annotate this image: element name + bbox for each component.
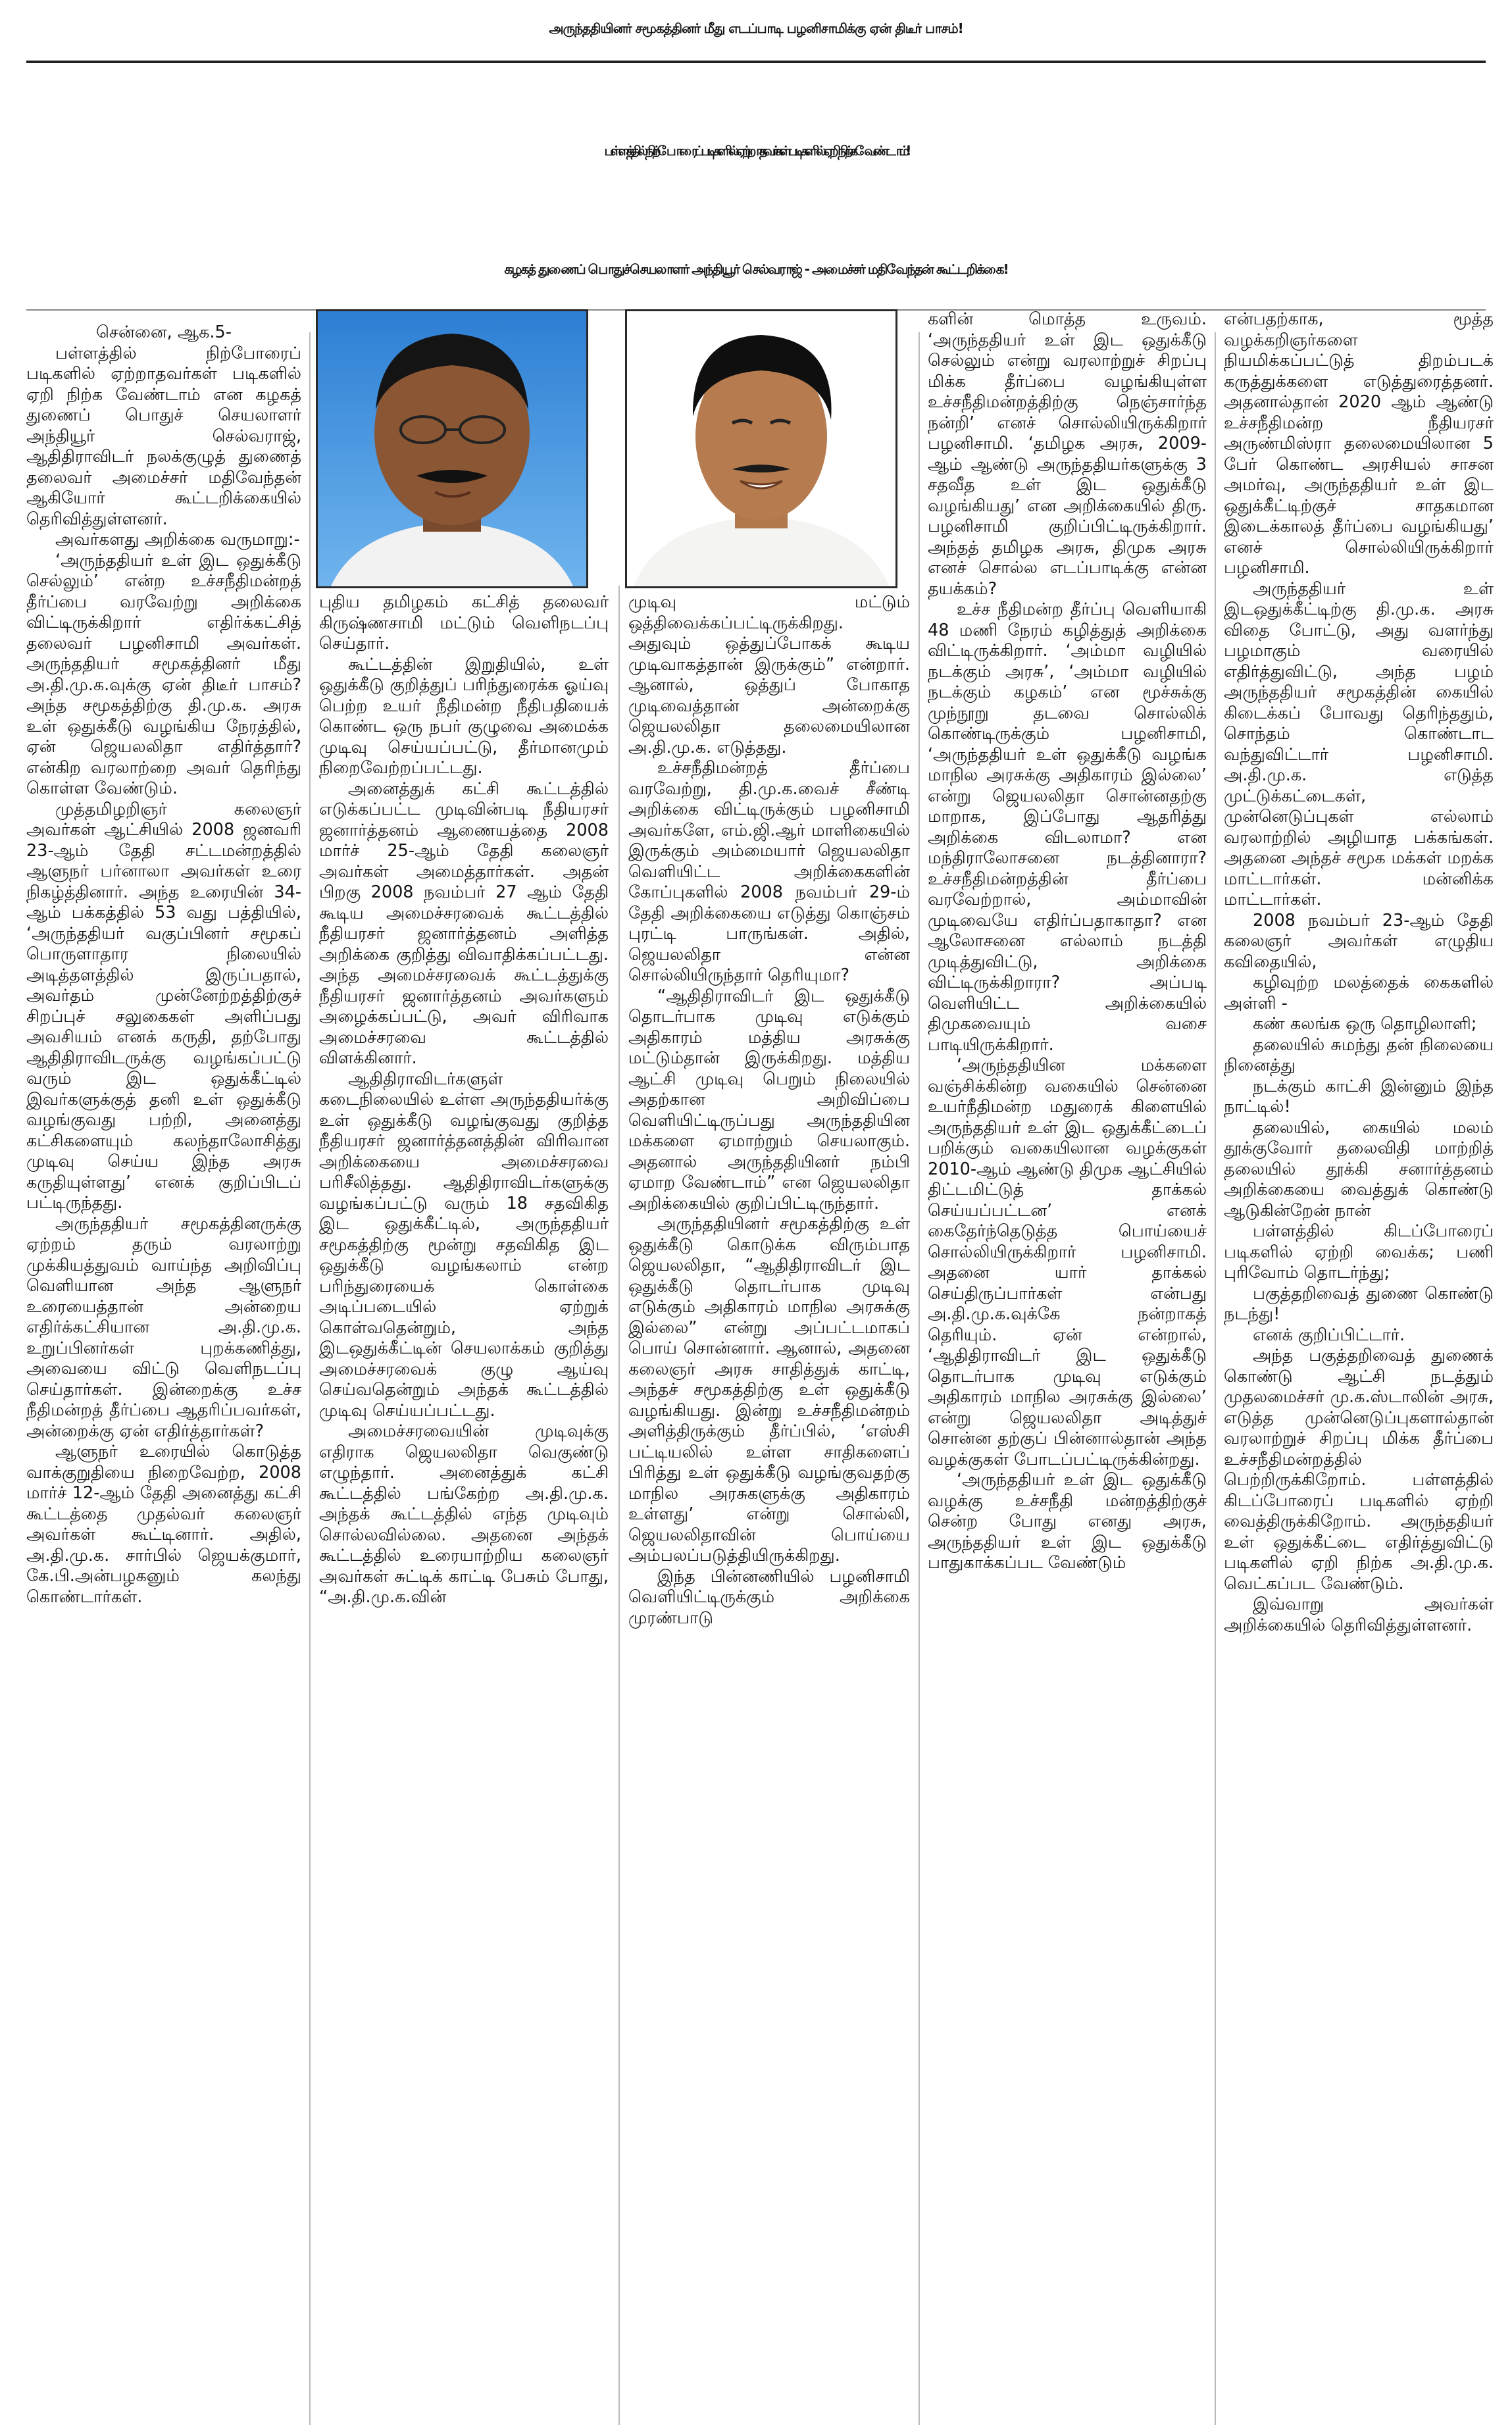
main-headline: பள்ளத்தில் நிற்போரைப் படிகளில் ஏற்றாதவர்கள் படிகளில் ஏறி நிற்க வேண்டாம்! [604,142,908,159]
paragraph: உச்சநீதிமன்றத் தீர்ப்பை வரவேற்று, தி.மு.க.வைச் சீண்டி அறிக்கை விட்டிருக்கும் பழனிசாமி அவர்களே, எம்.ஜி.ஆர் மாளிகையில் இருக்கும் அம்மையார் ஜெயலலிதா வெளியிட்ட அறிக்கைகளின் கோப்புகளில் 2008 நவம்பர் 29-ம் தேதி அறிக்கையை எடுத்து கொஞ்சம் புரட்டி பாருங்கள். அதில், ஜெயலலிதா என்ன சொல்லியிருந்தார் தெரியுமா? [628,758,910,985]
paragraph: பள்ளத்தில் நிற்போரைப் படிகளில் ஏற்றாதவர்கள் படிகளில் ஏறி நிற்க வேண்டாம் என கழகத் துணைப் பொதுச் செயலாளர் அந்தியூர் செல்வராஜ், ஆதிதிராவிடர் நலக்குழுத் துணைத் தலைவர் அமைச்சர் மதிவேந்தன் ஆகியோர் கூட்டறிக்கையில் தெரிவித்துள்ளனர். [26,343,301,529]
poem-line: கழிவுற்ற மலத்தைக் கைகளில் அள்ளி - [1224,973,1494,1013]
paragraph: புதிய தமிழகம் கட்சித் தலைவர் கிருஷ்ணசாமி மட்டும் வெளிநடப்பு செய்தார். [319,592,609,653]
rule-top [26,61,1486,63]
paragraph: அவர்களது அறிக்கை வருமாறு:- [55,530,300,549]
kicker-headline: அருந்ததியினர் சமூகத்தினர் மீது எடப்பாடி பழனிசாமிக்கு ஏன் திடீர் பாசம்! [549,20,963,36]
paragraph: கூட்டத்தின் இறுதியில், உள் ஒதுக்கீடு குறித்துப் பரிந்துரைக்க ஓய்வு பெற்ற உயர் நீதிமன்ற நீதிபதியைக் கொண்ட ஒரு நபர் குழுவை அமைக்க முடிவு செய்யப்பட்டு, தீர்மானமும் நிறைவேற்றப்பட்டது. [319,654,609,778]
poem-line: நடக்கும் காட்சி இன்னும் இந்த நாட்டில்! [1224,1076,1494,1117]
poem-line: தலையில் சுமந்து தன் நிலையை நினைத்து [1224,1034,1494,1075]
paragraph: அமைச்சரவையின் முடிவுக்கு எதிராக ஜெயலலிதா வெகுண்டு எழுந்தார். அனைத்துக் கட்சி கூட்டத்தில் பங்கேற்ற அ.தி.மு.க. அந்தக் கூட்டத்தில் எந்த முடிவும் சொல்லவில்லை. அதனை அந்தக் கூட்டத்தில் உரையாற்றிய கலைஞர் அவர்கள் சுட்டிக் காட்டி பேசும் போது, “அ.தி.மு.க.வின் [319,1421,609,1607]
paragraph: அனைத்துக் கட்சி கூட்டத்தில் எடுக்கப்பட்ட முடிவின்படி நீதியரசர் ஜனார்த்தனம் ஆணையத்தை 2008 மார்ச் 25-ஆம் தேதி கலைஞர் அவர்கள் அமைத்தார்கள். அதன் பிறகு 2008 நவம்பர் 27 ஆம் தேதி கூடிய அமைச்சரவைக் கூட்டத்தில் நீதியரசர் ஜனார்த்தனம் அளித்த அறிக்கை குறித்து விவாதிக்கப்பட்டது. அந்த அமைச்சரவைக் கூட்டத்துக்கு நீதியரசர் ஜனார்த்தனம் அவர்களும் அழைக்கப்பட்டு, அவர் விரிவாக அமைச்சரவை கூட்டத்தில் விளக்கினார். [319,778,609,1068]
photo-mathiventhan [625,309,897,588]
column-divider-2 [618,586,620,2425]
paragraph: இந்த பின்னணியில் பழனிசாமி வெளியிட்டிருக்கும் அறிக்கை முரண்பாடு [628,1566,910,1628]
column-divider-3 [919,332,920,2425]
paragraph: இவ்வாறு அவர்கள் அறிக்கையில் தெரிவித்துள்ளனர். [1224,1594,1494,1635]
paragraph: என்பதற்காக, மூத்த வழக்கறிஞர்களை நியமிக்கப்பட்டுத் திறம்படக் கருத்துக்களை எடுத்துரைத்தனர். அதனால்தான் 2020 ஆம் ஆண்டு உச்சநீதிமன்ற நீதியரசர் அருண்மிஸ்ரா தலைமையிலான 5 பேர் கொண்ட அரசியல் சாசன அமர்வு, அருந்ததியர் உள் இட ஒதுக்கீட்டிற்குச் சாதகமான இடைக்காலத் தீர்ப்பை வழங்கியது’ எனச் சொல்லியிருக்கிறார் பழனிசாமி. [1224,309,1494,578]
paragraph: அந்த பகுத்தறிவைத் துணைக் கொண்டு ஆட்சி நடத்தும் முதலமைச்சர் மு.க.ஸ்டாலின் அரசு, எடுத்த முன்னெடுப்புகளால்தான் வரலாற்றுச் சிறப்பு மிக்க தீர்ப்பை உச்சநீதிமன்றத்தில் பெற்றிருக்கிறோம். பள்ளத்தில் கிடப்போரைப் படிகளில் ஏற்றி வைத்திருக்கிறோம். அருந்ததியர் உள் ஒதுக்கீட்டை எதிர்த்துவிட்டு படிகளில் ஏறி நிற்க அ.தி.மு.க. வெட்கப்பட வேண்டும். [1224,1346,1494,1594]
column-4 [928,309,1207,2428]
dateline: சென்னை, ஆக.5- [96,322,232,342]
paragraph: 2008 நவம்பர் 23-ஆம் தேதி கலைஞர் அவர்கள் எழுதிய கவிதையில், [1224,910,1494,972]
paragraph: “ஆதிதிராவிடர் இட ஒதுக்கீடு தொடர்பாக முடிவு எடுக்கும் அதிகாரம் மத்திய அரசுக்கு மட்டும்தான் இருக்கிறது. மத்திய ஆட்சி முடிவு பெறும் நிலையில் அதற்கான அறிவிப்பை வெளியிட்டிருப்பது அருந்ததியின மக்களை ஏமாற்றும் செயலாகும். அதனால் அருந்ததியினர் நம்பி ஏமாற வேண்டாம்” என ஜெயலலிதா அறிக்கையில் குறிப்பிட்டிருந்தார். [628,986,910,1213]
paragraph: ஆளுநர் உரையில் கொடுத்த வாக்குறுதியை நிறைவேற்ற, 2008 மார்ச் 12-ஆம் தேதி அனைத்து கட்சி கூட்டத்தை முதல்வர் கலைஞர் அவர்கள் கூட்டினார். அதில், அ.தி.மு.க. சார்பில் ஜெயக்குமார், கே.பி.அன்பழகனும் கலந்து கொண்டார்கள். [26,1442,301,1607]
subheadline: கழகத் துணைப் பொதுச்செயலாளர் அந்தியூர் செல்வராஜ் - அமைச்சர் மதிவேந்தன் கூட்டறிக்கை! [504,261,1008,277]
column-2 [319,592,609,2428]
column-divider-4 [1215,332,1216,2425]
poem-line: கண் கலங்க ஒரு தொழிலாளி; [1253,1014,1477,1034]
paragraph: ‘அருந்ததியர் உள் இட ஒதுக்கீடு வழக்கு உச்சநீதி மன்றத்திற்குச் சென்ற போது எனது அரசு, அருந்ததியர் உள் இட ஒதுக்கீடு பாதுகாக்கப்பட வேண்டும் [928,1470,1207,1573]
column-divider-1 [309,332,311,2425]
poem-line: பகுத்தறிவைத் துணை கொண்டு நடந்து! [1224,1283,1494,1324]
column-5 [1224,309,1494,2428]
paragraph: எனக் குறிப்பிட்டார். [1253,1325,1405,1345]
paragraph: முடிவு மட்டும் ஒத்திவைக்கப்பட்டிருக்கிறது. அதுவும் ஒத்துப்போகக் கூடிய முடிவாகத்தான் இருக்கும்” என்றார். ஆனால், ஒத்துப் போகாத முடிவைத்தான் அன்றைக்கு ஜெயலலிதா தலைமையிலான அ.தி.மு.க. எடுத்தது. [628,592,910,757]
paragraph: களின் மொத்த உருவம். ‘அருந்ததியர் உள் இட ஒதுக்கீடு செல்லும் என்று வரலாற்றுச் சிறப்பு மிக்க தீர்ப்பை வழங்கியுள்ள உச்சநீதிமன்றத்திற்கு நெஞ்சார்ந்த நன்றி’ எனச் சொல்லியிருக்கிறார் பழனிசாமி. ‘தமிழக அரசு, 2009-ஆம் ஆண்டு அருந்ததியர்களுக்கு 3 சதவீத உள் இட ஒதுக்கீடு வழங்கியது’ என அறிக்கையில் திரு. பழனிசாமி குறிப்பிட்டிருக்கிறார். அந்தத் தமிழக அரசு, திமுக அரசு எனச் சொல்ல எடப்பாடிக்கு என்ன தயக்கம்? [928,309,1207,599]
paragraph: அருந்ததியினர் சமூகத்திற்கு உள் ஒதுக்கீடு கொடுக்க விரும்பாத ஜெயலலிதா, “ஆதிதிராவிடர் இட ஒதுக்கீடு தொடர்பாக முடிவு எடுக்கும் அதிகாரம் மாநில அரசுக்கு இல்லை” என்று அப்பட்டமாகப் பொய் சொன்னார். ஆனால், அதனை கலைஞர் அரசு சாதித்துக் காட்டி, அந்தச் சமூகத்திற்கு உள் ஒதுக்கீடு வழங்கியது. இன்று உச்சநீதிமன்றம் அளித்திருக்கும் தீர்ப்பில், ‘எஸ்சி பட்டியலில் உள்ள சாதிகளைப் பிரித்து உள் ஒதுக்கீடு வழங்குவதற்கு மாநில அரசுகளுக்கு அதிகாரம் உள்ளது’ என்று சொல்லி, ஜெயலலிதாவின் பொய்யை அம்பலப்படுத்தியிருக்கிறது. [628,1214,910,1565]
paragraph: ‘அருந்ததியின மக்களை வஞ்சிக்கின்ற வகையில் சென்னை உயர்நீதிமன்ற மதுரைக் கிளையில் அருந்ததியர் உள் இட ஒதுக்கீட்டைப் பறிக்கும் வகையிலான வழக்குகள் 2010-ஆம் ஆண்டு திமுக ஆட்சியில் திட்டமிட்டுத் தாக்கல் செய்யப்பட்டன’ எனக் கைதேர்ந்தெடுத்த பொய்யைச் சொல்லியிருக்கிறார் பழனிசாமி. அதனை யார் தாக்கல் செய்திருப்பார்கள் என்பது அ.தி.மு.க.வுக்கே நன்றாகத் தெரியும். ஏன் என்றால், ‘ஆதிதிராவிடர் இட ஒதுக்கீடு தொடர்பாக முடிவு எடுக்கும் அதிகாரம் மாநில அரசுக்கு இல்லை’ என்று ஜெயலலிதா அடித்துச் சொன்ன தற்குப் பின்னால்தான் அந்த வழக்குகள் போடப்பட்டிருக்கின்றது. [928,1055,1207,1469]
photo-anthiyur-selvaraj [316,309,588,588]
paragraph: அருந்ததியர் உள் இடஒதுக்கீட்டிற்கு தி.மு.க. அரசு விதை போட்டு, அது வளர்ந்து பழமாகும் வரையில் எதிர்த்துவிட்டு, அந்த பழம் அருந்ததியர் சமூகத்தின் கையில் கிடைக்கப் போவது தெரிந்ததும், சொந்தம் கொண்டாட வந்துவிட்டார் பழனிசாமி. அ.தி.மு.க. எடுத்த முட்டுக்கட்டைகள், முன்னெடுப்புகள் எல்லாம் வரலாற்றில் அழியாத பக்கங்கள். அதனை அந்தச் சமூக மக்கள் மறக்க மாட்டார்கள். மன்னிக்க மாட்டார்கள். [1224,578,1494,909]
paragraph: ஆதிதிராவிடர்களுள் கடைநிலையில் உள்ள அருந்ததியர்க்கு உள் ஒதுக்கீடு வழங்குவது குறித்த நீதியரசர் ஜனார்த்தனத்தின் விரிவான அறிக்கையை அமைச்சரவை பரிசீலித்தது. ஆதிதிராவிடர்களுக்கு வழங்கப்பட்டு வரும் 18 சதவிகித இட ஒதுக்கீட்டில், அருந்ததியர் சமூகத்திற்கு மூன்று சதவிகித இட ஒதுக்கீடு வழங்கலாம் என்ற பரிந்துரையைக் கொள்கை அடிப்படையில் ஏற்றுக் கொள்வதென்றும், அந்த இடஒதுக்கீட்டின் செயலாக்கம் குறித்து அமைச்சரவைக் குழு ஆய்வு செய்வதென்றும் அந்தக் கூட்டத்தில் முடிவு செய்யப்பட்டது. [319,1069,609,1421]
paragraph: ‘அருந்ததியர் உள் இட ஒதுக்கீடு செல்லும்’ என்ற உச்சநீதிமன்றத் தீர்ப்பை வரவேற்று அறிக்கை விட்டிருக்கிறார் எதிர்க்கட்சித் தலைவர் பழனிசாமி அவர்கள். அருந்ததியர் சமூகத்தினர் மீது அ.தி.மு.க.வுக்கு ஏன் திடீர் பாசம்? அந்த சமூகத்திற்கு தி.மு.க. அரசு உள் ஒதுக்கீடு வழங்கிய நேரத்தில், ஏன் ஜெயலலிதா எதிர்த்தார்? என்கிற வரலாற்றை அவர் தெரிந்து கொள்ள வேண்டும். [26,550,301,798]
poem-line: தலையில், கையில் மலம் தூக்குவோர் தலைவிதி மாற்றித் தலையில் தூக்கி சனார்த்தனம் அறிக்கையை வைத்துக் கொண்டு ஆடுகின்றேன் நான் [1224,1117,1494,1221]
paragraph: முத்தமிழறிஞர் கலைஞர் அவர்கள் ஆட்சியில் 2008 ஜனவரி 23-ஆம் தேதி சட்டமன்றத்தில் ஆளுநர் பர்னாலா அவர்கள் உரை நிகழ்த்தினார். அந்த உரையின் 34-ஆம் பக்கத்தில் 53 வது பத்தியில், ‘அருந்ததியர் வகுப்பினர் சமூகப் பொருளாதார நிலையில் அடித்தளத்தில் இருப்பதால், அவர்தம் முன்னேற்றத்திற்குச் சிறப்புச் சலுகைகள் அளிப்பது அவசியம் எனக் கருதி, தற்போது ஆதிதிராவிடருக்கு வழங்கப்பட்டு வரும் இட ஒதுக்கீட்டில் இவர்களுக்குத் தனி உள் ஒதுக்கீடு வழங்குவது பற்றி, அனைத்து கட்சிகளையும் கலந்தாலோசித்து முடிவு செய்ய இந்த அரசு கருதியுள்ளது’ எனக் குறிப்பிடப் பட்டிருந்தது. [26,799,301,1213]
column-3 [628,592,910,2428]
poem-line: பள்ளத்தில் கிடப்போரைப் படிகளில் ஏற்றி வைக்க; பணி புரிவோம் தொடர்ந்து; [1224,1221,1494,1282]
paragraph: உச்ச நீதிமன்ற தீர்ப்பு வெளியாகி 48 மணி நேரம் கழித்துத் அறிக்கை விட்டிருக்கிறார். ‘அம்மா வழியில் நடக்கும் அரசு’, ‘அம்மா வழியில் நடக்கும் கழகம்’ என மூச்சுக்கு முந்நூறு தடவை சொல்லிக் கொண்டிருக்கும் பழனிசாமி, ‘அருந்ததியர் உள் ஒதுக்கீடு வழங்க மாநில அரசுக்கு அதிகாரம் இல்லை’ என்று ஜெயலலிதா சொன்னதற்கு மாறாக, இப்போது ஆதரித்து அறிக்கை விடலாமா? என மந்திராலோசனை நடத்தினாரா? உச்சநீதிமன்றத்தின் தீர்ப்பை வரவேற்றால், அம்மாவின் முடிவையே எதிர்ப்பதாகாதா? என ஆலோசனை எல்லாம் நடத்தி முடித்துவிட்டு, அறிக்கை விட்டிருக்கிறாரா? அப்படி வெளியிட்ட அறிக்கையில் திமுகவையும் வசை பாடியிருக்கிறார். [928,599,1207,1055]
column-1 [26,322,301,2428]
paragraph: அருந்ததியர் சமூகத்தினருக்கு ஏற்றம் தரும் வரலாற்று முக்கியத்துவம் வாய்ந்த அறிவிப்பு வெளியான அந்த ஆளுநர் உரையைத்தான் அன்றைய எதிர்க்கட்சியான அ.தி.மு.க. உறுப்பினர்கள் புறக்கணித்து, அவையை விட்டு வெளிநடப்பு செய்தார்கள். இன்றைக்கு உச்ச நீதிமன்றத் தீர்ப்பை ஆதரிப்பவர்கள், அன்றைக்கு ஏன் எதிர்த்தார்கள்? [26,1213,301,1441]
